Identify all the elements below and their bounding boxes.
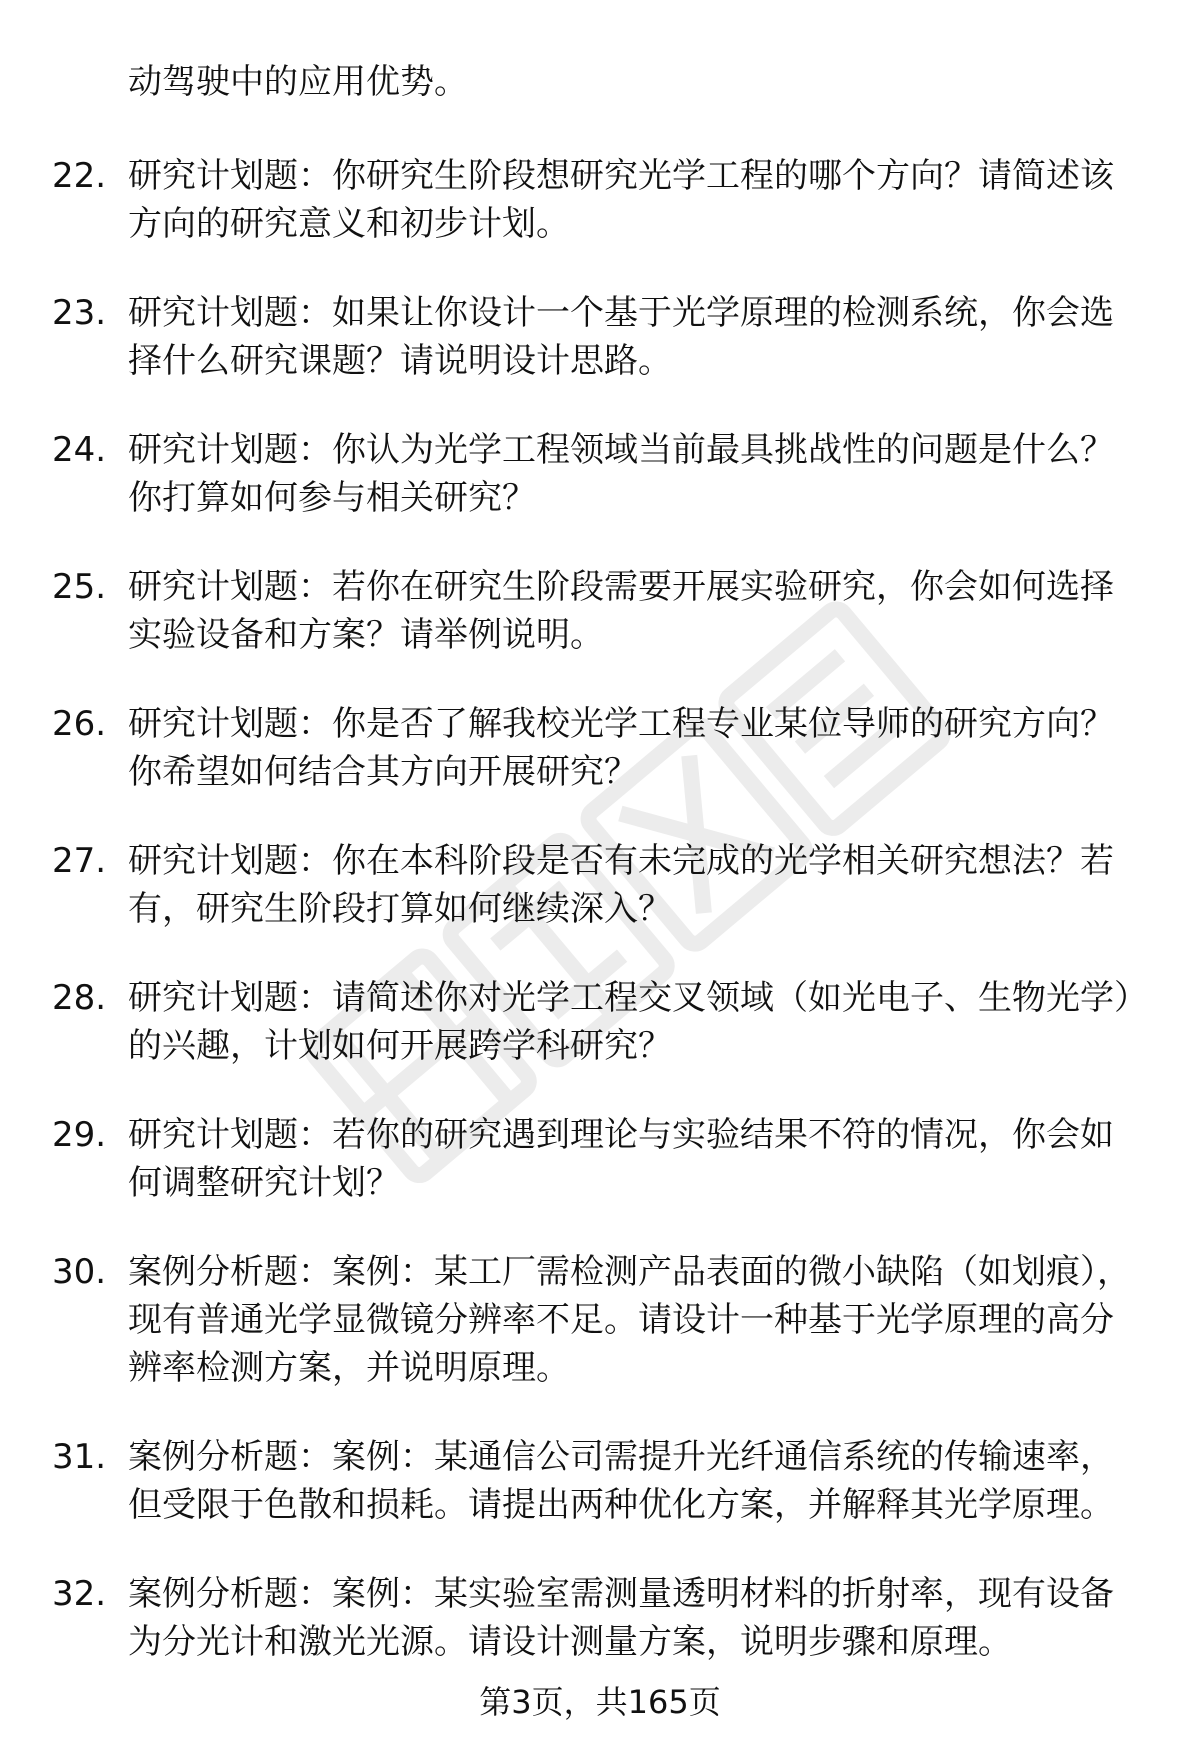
question-item [0, 1248, 1200, 1392]
question-number: 28. [52, 978, 107, 1018]
question-item [0, 1570, 1200, 1666]
continued-question-text: 动驾驶中的应用优势。 [128, 62, 468, 102]
question-number: 32. [52, 1574, 107, 1614]
question-item [0, 837, 1200, 933]
question-text: 研究计划题：若你的研究遇到理论与实验结果不符的情况，你会如何调整研究计划？ [128, 1115, 1114, 1203]
question-text: 研究计划题：若你在研究生阶段需要开展实验研究，你会如何选择实验设备和方案？请举例说明。 [128, 567, 1114, 655]
question-number: 31. [52, 1437, 107, 1477]
question-item [0, 563, 1200, 659]
question-item [0, 426, 1200, 522]
question-text: 案例分析题：案例：某通信公司需提升光纤通信系统的传输速率，但受限于色散和损耗。请提出两种优化方案，并解释其光学原理。 [128, 1437, 1114, 1525]
question-text: 案例分析题：案例：某工厂需检测产品表面的微小缺陷（如划痕），现有普通光学显微镜分辨率不足。请设计一种基于光学原理的高分辨率检测方案，并说明原理。 [128, 1252, 1131, 1388]
question-text: 研究计划题：如果让你设计一个基于光学原理的检测系统，你会选择什么研究课题？请说明设计思路。 [128, 293, 1114, 381]
question-item [0, 700, 1200, 796]
page-indicator: 第3页，共165页 [479, 1683, 721, 1721]
question-number: 30. [52, 1252, 107, 1292]
question-text: 研究计划题：你研究生阶段想研究光学工程的哪个方向？请简述该方向的研究意义和初步计划。 [128, 156, 1114, 244]
question-item [0, 289, 1200, 385]
question-item [0, 152, 1200, 248]
question-text: 研究计划题：你是否了解我校光学工程专业某位导师的研究方向？你希望如何结合其方向开展研究？ [128, 704, 1114, 792]
question-item [0, 974, 1200, 1070]
question-text: 案例分析题：案例：某实验室需测量透明材料的折射率，现有设备为分光计和激光光源。请设计测量方案，说明步骤和原理。 [128, 1574, 1114, 1662]
question-item [0, 1111, 1200, 1207]
question-text: 研究计划题：请简述你对光学工程交叉领域（如光电子、生物光学）的兴趣，计划如何开展跨学科研究？ [128, 978, 1131, 1066]
question-text: 研究计划题：你认为光学工程领域当前最具挑战性的问题是什么？你打算如何参与相关研究？ [128, 430, 1114, 518]
question-number: 24. [52, 430, 107, 470]
question-number: 22. [52, 156, 107, 196]
question-text: 研究计划题：你在本科阶段是否有未完成的光学相关研究想法？若有，研究生阶段打算如何继续深入？ [128, 841, 1114, 929]
question-number: 26. [52, 704, 107, 744]
question-number: 29. [52, 1115, 107, 1155]
question-item [0, 1433, 1200, 1529]
question-number: 25. [52, 567, 107, 607]
question-number: 27. [52, 841, 107, 881]
question-number: 23. [52, 293, 107, 333]
question-list [0, 58, 1200, 1707]
